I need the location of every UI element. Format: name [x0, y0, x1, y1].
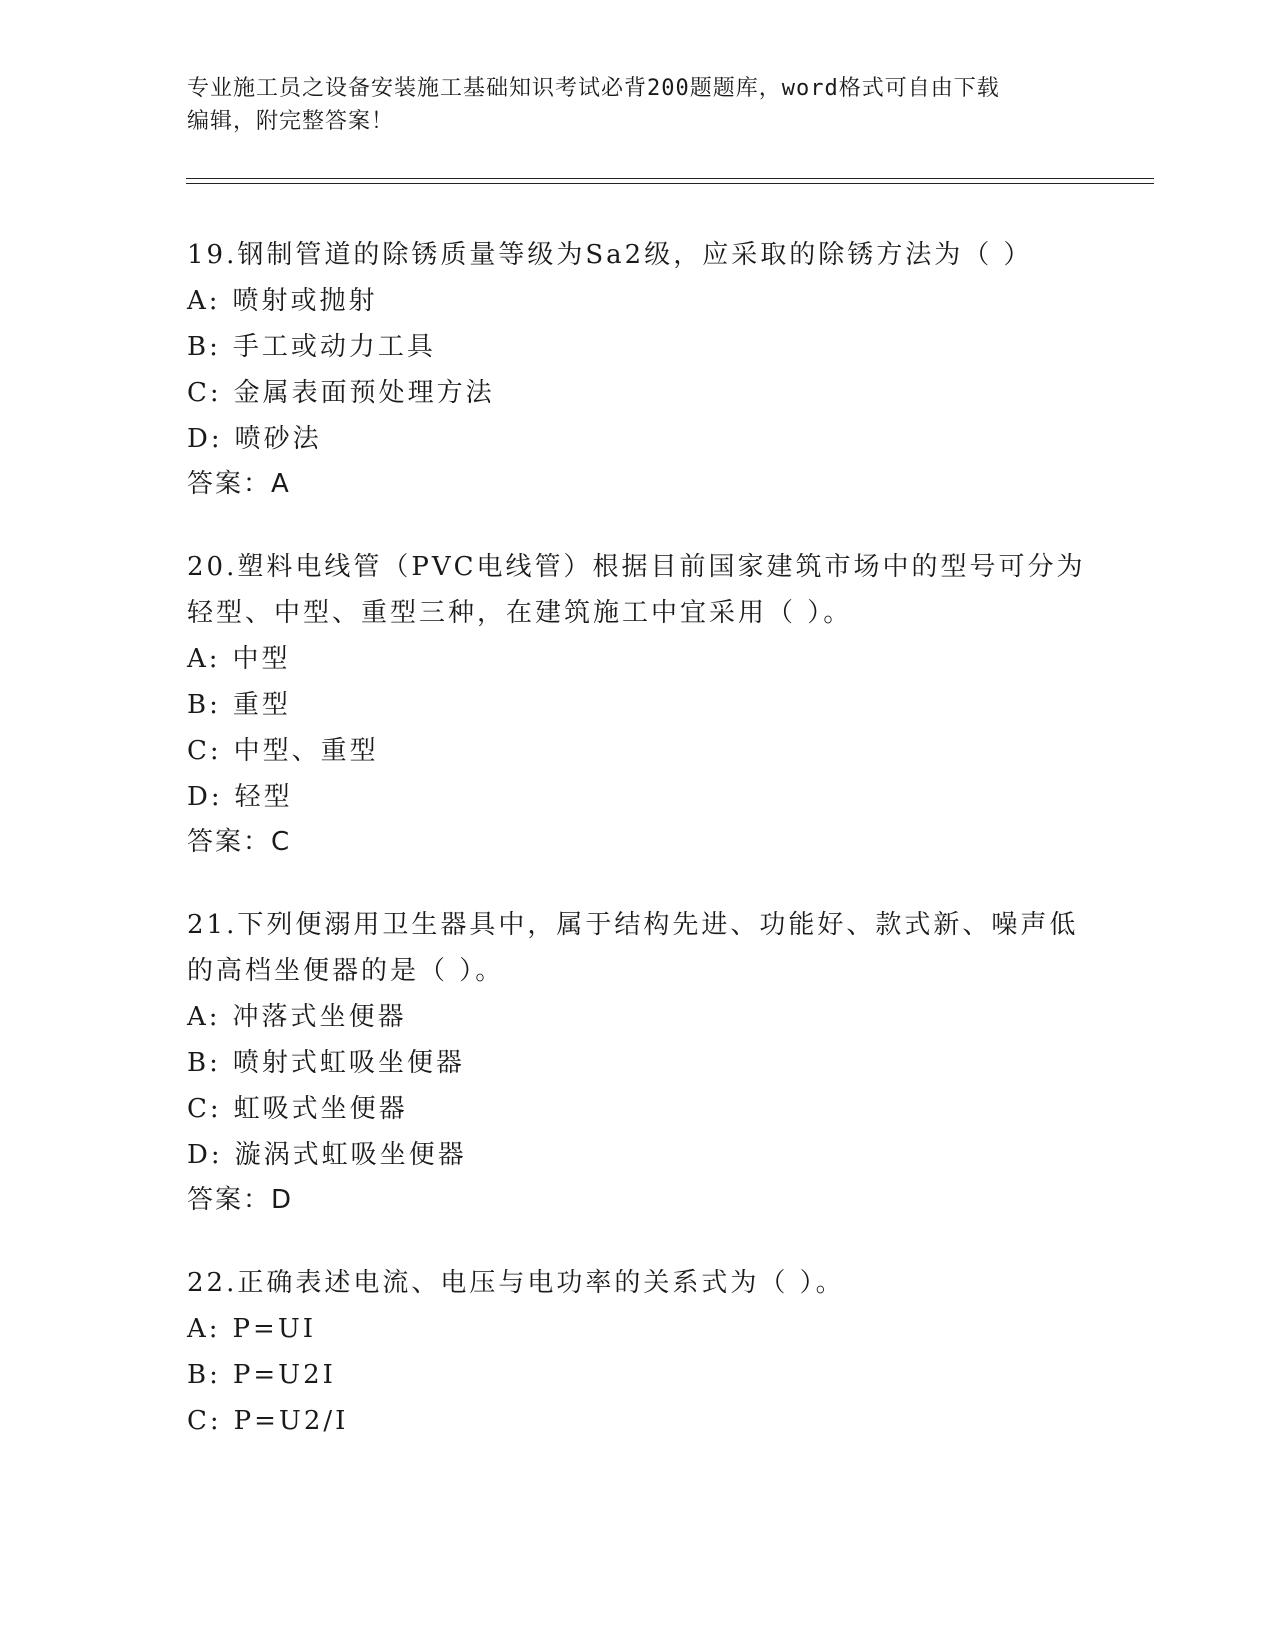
option-text: 重型	[232, 690, 291, 720]
header-divider-bottom	[186, 183, 1154, 184]
document-header	[187, 72, 1087, 138]
option-text: 中型、重型	[233, 736, 379, 766]
option-b	[187, 1352, 1087, 1398]
option-letter: A:	[187, 644, 221, 674]
option-text: 喷射式虹吸坐便器	[232, 1048, 465, 1078]
answer-line: 答案：C	[187, 827, 292, 857]
option-letter: C:	[187, 736, 222, 766]
option-a	[187, 636, 1087, 682]
option-text: 喷砂法	[234, 424, 322, 454]
option-text: 中型	[232, 644, 291, 674]
option-letter: D:	[187, 1140, 223, 1170]
option-letter: B:	[187, 690, 221, 720]
option-letter: B:	[187, 332, 221, 362]
header-divider-top	[186, 178, 1154, 179]
option-a	[187, 278, 1087, 324]
option-a	[187, 1306, 1087, 1352]
option-b	[187, 682, 1087, 728]
question-stem: 22.正确表述电流、电压与电功率的关系式为（ ）。	[187, 1268, 845, 1298]
question-19	[187, 232, 1087, 506]
question-stem: 19.钢制管道的除锈质量等级为Sa2级，应采取的除锈方法为（ ）	[187, 240, 1033, 270]
option-letter: D:	[187, 424, 223, 454]
answer-line: 答案：D	[187, 1185, 294, 1215]
answer-line: 答案：A	[187, 469, 291, 499]
header-line-1: 专业施工员之设备安装施工基础知识考试必背200题题库，word格式可自由下载	[187, 76, 1000, 101]
header-line-2: 编辑，附完整答案！	[187, 109, 395, 134]
option-letter: A:	[187, 1002, 221, 1032]
option-b	[187, 1040, 1087, 1086]
option-letter: C:	[187, 378, 222, 408]
option-letter: A:	[187, 1314, 221, 1344]
question-22	[187, 1260, 1087, 1444]
option-d	[187, 774, 1087, 820]
option-text: 喷射或抛射	[232, 286, 378, 316]
option-letter: A:	[187, 286, 221, 316]
question-stem: 21.下列便溺用卫生器具中，属于结构先进、功能好、款式新、噪声低的高档坐便器的是（ ）。	[187, 910, 1079, 986]
option-b	[187, 324, 1087, 370]
option-c	[187, 728, 1087, 774]
option-d	[187, 416, 1087, 462]
option-c	[187, 1086, 1087, 1132]
question-list	[187, 232, 1087, 1482]
option-text: 冲落式坐便器	[232, 1002, 407, 1032]
option-a	[187, 994, 1087, 1040]
question-21	[187, 902, 1087, 1222]
option-letter: C:	[187, 1406, 222, 1436]
option-text: 漩涡式虹吸坐便器	[234, 1140, 467, 1170]
option-letter: B:	[187, 1048, 221, 1078]
option-text: 金属表面预处理方法	[233, 378, 495, 408]
option-c	[187, 370, 1087, 416]
option-text: P=U2I	[232, 1360, 336, 1390]
option-letter: C:	[187, 1094, 222, 1124]
option-c	[187, 1398, 1087, 1444]
option-text: P=U2/I	[233, 1406, 349, 1436]
option-text: 轻型	[234, 782, 293, 812]
question-20	[187, 544, 1087, 864]
option-letter: B:	[187, 1360, 221, 1390]
option-d	[187, 1132, 1087, 1178]
option-letter: D:	[187, 782, 223, 812]
option-text: 虹吸式坐便器	[233, 1094, 408, 1124]
option-text: 手工或动力工具	[232, 332, 436, 362]
question-stem: 20.塑料电线管（PVC电线管）根据目前国家建筑市场中的型号可分为轻型、中型、重型三种，在建筑施工中宜采用（ ）。	[187, 552, 1086, 628]
option-text: P=UI	[232, 1314, 317, 1344]
